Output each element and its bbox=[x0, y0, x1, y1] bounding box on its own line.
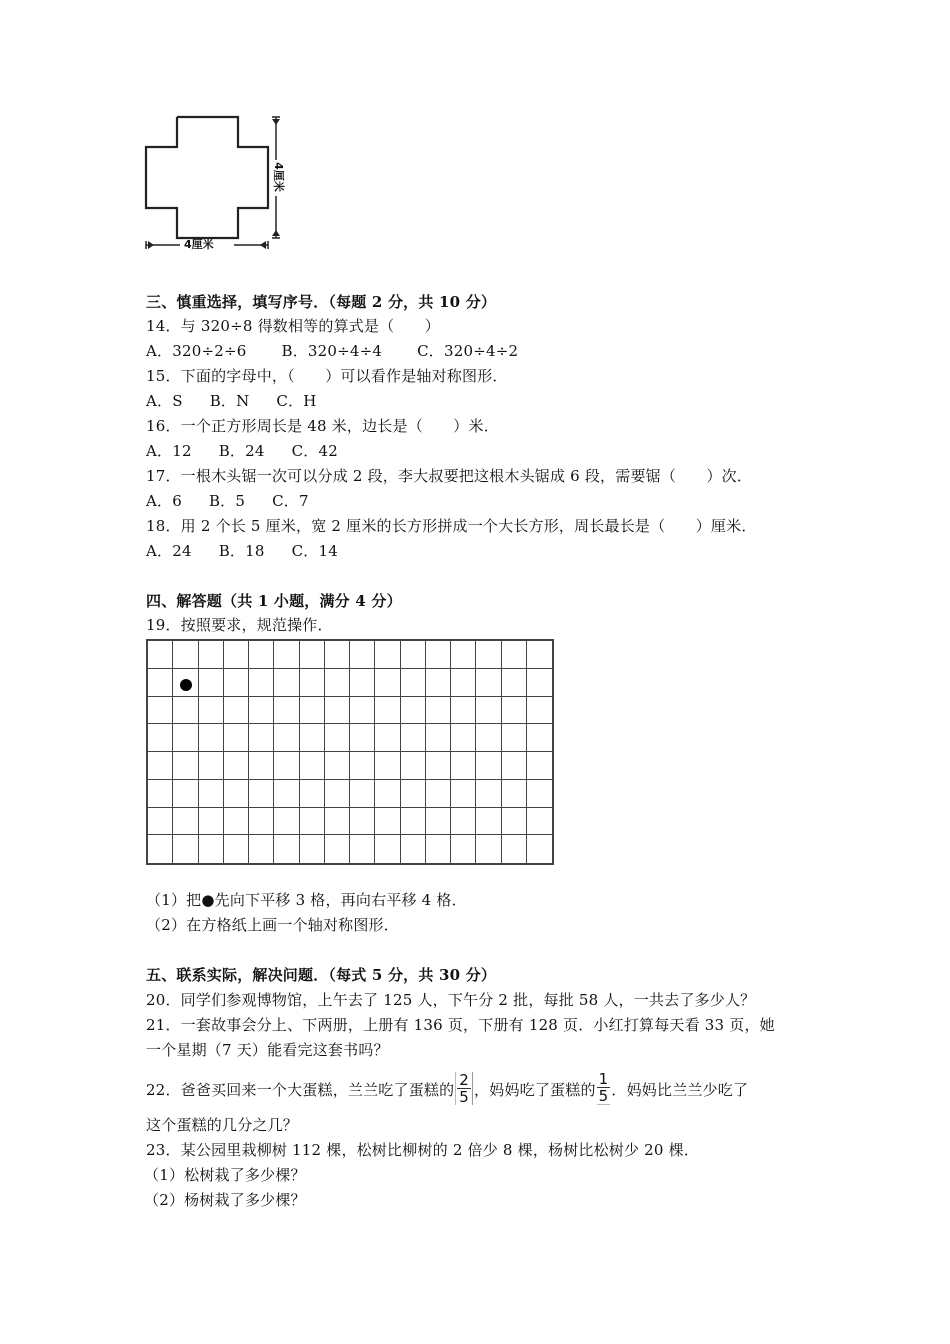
grid-cell[interactable] bbox=[224, 724, 249, 752]
grid-cell[interactable] bbox=[350, 808, 375, 836]
grid-cell[interactable] bbox=[199, 724, 224, 752]
question-22-text-1: 22．爸爸买回来一个大蛋糕，兰兰吃了蛋糕的 bbox=[146, 1081, 455, 1099]
grid-cell[interactable] bbox=[401, 752, 426, 780]
grid-cell[interactable] bbox=[224, 697, 249, 725]
grid-cell[interactable] bbox=[173, 780, 198, 808]
grid-cell[interactable] bbox=[502, 724, 527, 752]
grid-cell[interactable] bbox=[375, 669, 400, 697]
grid-cell[interactable] bbox=[451, 697, 476, 725]
grid-cell[interactable] bbox=[325, 641, 350, 669]
grid-cell[interactable] bbox=[199, 752, 224, 780]
grid-cell[interactable] bbox=[350, 697, 375, 725]
grid-cell[interactable] bbox=[527, 835, 552, 863]
grid-cell[interactable] bbox=[502, 780, 527, 808]
option-a[interactable]: A．S bbox=[146, 392, 183, 410]
grid-cell[interactable] bbox=[502, 835, 527, 863]
grid-cell[interactable] bbox=[199, 808, 224, 836]
grid-cell[interactable] bbox=[249, 835, 274, 863]
grid-cell[interactable] bbox=[375, 835, 400, 863]
grid-cell[interactable] bbox=[426, 780, 451, 808]
grid-cell[interactable] bbox=[426, 835, 451, 863]
grid-cell[interactable] bbox=[148, 752, 173, 780]
grid-cell[interactable] bbox=[502, 752, 527, 780]
grid-cell[interactable] bbox=[274, 724, 299, 752]
question-18-options bbox=[146, 541, 338, 561]
question-20: 20．同学们参观博物馆，上午去了 125 人，下午分 2 批，每批 58 人，一共去了多少人？ bbox=[146, 991, 756, 1009]
grid-cell[interactable] bbox=[173, 752, 198, 780]
grid-cell[interactable] bbox=[527, 780, 552, 808]
grid-cell[interactable] bbox=[476, 697, 501, 725]
grid-cell[interactable] bbox=[401, 780, 426, 808]
option-c[interactable]: C．H bbox=[276, 392, 317, 410]
grid-cell[interactable] bbox=[527, 697, 552, 725]
black-dot-icon bbox=[180, 679, 192, 691]
question-17: 17．一根木头锯一次可以分成 2 段，李大叔要把这根木头锯成 6 段，需要锯（ ）次． bbox=[146, 467, 753, 485]
grid-cell[interactable] bbox=[148, 669, 173, 697]
grid-cell[interactable] bbox=[173, 808, 198, 836]
grid-cell[interactable] bbox=[401, 724, 426, 752]
grid-cell[interactable] bbox=[249, 780, 274, 808]
grid-cell[interactable] bbox=[325, 752, 350, 780]
grid-cell[interactable] bbox=[148, 724, 173, 752]
grid-cell[interactable] bbox=[375, 697, 400, 725]
grid-cell[interactable] bbox=[401, 808, 426, 836]
grid-cell[interactable] bbox=[350, 835, 375, 863]
grid-cell[interactable] bbox=[350, 752, 375, 780]
grid-cell[interactable] bbox=[173, 641, 198, 669]
grid-cell[interactable] bbox=[451, 724, 476, 752]
grid-cell[interactable] bbox=[325, 724, 350, 752]
grid-cell[interactable] bbox=[274, 808, 299, 836]
grid-cell[interactable] bbox=[199, 697, 224, 725]
grid-cell[interactable] bbox=[451, 780, 476, 808]
question-22-text-3: ．妈妈比兰兰少吃了 bbox=[611, 1081, 749, 1099]
option-b[interactable]: B．320÷4÷4 bbox=[281, 342, 383, 360]
grid-cell[interactable] bbox=[350, 724, 375, 752]
question-16-options bbox=[146, 441, 338, 461]
grid-cell[interactable] bbox=[224, 752, 249, 780]
question-15: 15．下面的字母中，（ ）可以看作是轴对称图形． bbox=[146, 367, 508, 385]
denominator: 5 bbox=[459, 1087, 470, 1106]
grid-cell[interactable] bbox=[199, 780, 224, 808]
grid-cell[interactable] bbox=[502, 641, 527, 669]
section4-heading: 四、解答题（共 1 小题，满分 4 分） bbox=[146, 592, 402, 610]
grid-cell[interactable] bbox=[300, 697, 325, 725]
question-17-options bbox=[146, 491, 309, 511]
grid-cell[interactable] bbox=[173, 724, 198, 752]
grid-cell[interactable] bbox=[173, 835, 198, 863]
grid-cell[interactable] bbox=[199, 641, 224, 669]
option-b[interactable]: B．N bbox=[209, 392, 250, 410]
grid-cell[interactable] bbox=[375, 808, 400, 836]
option-c[interactable]: C．14 bbox=[291, 542, 338, 560]
fraction-two-fifths bbox=[455, 1072, 473, 1105]
grid-cell[interactable] bbox=[274, 697, 299, 725]
question-23-part-2: （2）杨树栽了多少棵？ bbox=[144, 1191, 306, 1209]
grid-cell[interactable] bbox=[300, 780, 325, 808]
grid-cell[interactable] bbox=[375, 641, 400, 669]
option-b[interactable]: B．5 bbox=[208, 492, 246, 510]
vertical-dimension-label: 4厘米 bbox=[272, 162, 285, 192]
grid-cell[interactable] bbox=[274, 835, 299, 863]
grid-cell[interactable] bbox=[300, 835, 325, 863]
grid-cell[interactable] bbox=[426, 669, 451, 697]
cross-figure bbox=[140, 110, 300, 260]
question-15-options bbox=[146, 391, 317, 411]
grid-cell[interactable] bbox=[249, 808, 274, 836]
grid-cell[interactable] bbox=[350, 641, 375, 669]
grid-cell[interactable] bbox=[502, 697, 527, 725]
grid-cell[interactable] bbox=[173, 669, 198, 697]
grid-cell[interactable] bbox=[300, 752, 325, 780]
grid-cell[interactable] bbox=[148, 780, 173, 808]
question-19-part-2: （2）在方格纸上画一个轴对称图形． bbox=[146, 916, 399, 934]
grid-cell[interactable] bbox=[249, 641, 274, 669]
question-23: 23．某公园里栽柳树 112 棵，松树比柳树的 2 倍少 8 棵，杨树比松树少 20 棵． bbox=[146, 1141, 700, 1159]
grid-cell[interactable] bbox=[224, 780, 249, 808]
grid-cell[interactable] bbox=[527, 669, 552, 697]
grid-cell[interactable] bbox=[451, 835, 476, 863]
option-a[interactable]: A．320÷2÷6 bbox=[146, 342, 247, 360]
grid-cell[interactable] bbox=[148, 808, 173, 836]
grid-cell[interactable] bbox=[476, 808, 501, 836]
grid-cell[interactable] bbox=[148, 697, 173, 725]
question-22-text-2: ，妈妈吃了蛋糕的 bbox=[474, 1081, 596, 1099]
grid-cell[interactable] bbox=[325, 669, 350, 697]
grid-cell[interactable] bbox=[527, 808, 552, 836]
grid-cell[interactable] bbox=[148, 835, 173, 863]
option-c[interactable]: C．42 bbox=[291, 442, 338, 460]
denominator: 5 bbox=[598, 1087, 609, 1105]
grid-cell[interactable] bbox=[476, 835, 501, 863]
grid-cell[interactable] bbox=[426, 752, 451, 780]
grid-cell[interactable] bbox=[300, 724, 325, 752]
grid-cell[interactable] bbox=[451, 669, 476, 697]
grid-cell[interactable] bbox=[148, 641, 173, 669]
grid-cell[interactable] bbox=[401, 641, 426, 669]
fraction-one-fifth bbox=[597, 1071, 611, 1105]
grid-cell[interactable] bbox=[224, 669, 249, 697]
grid-cell[interactable] bbox=[476, 752, 501, 780]
grid-cell[interactable] bbox=[274, 752, 299, 780]
grid-cell[interactable] bbox=[375, 752, 400, 780]
question-23-part-1: （1）松树栽了多少棵？ bbox=[144, 1166, 306, 1184]
question-19-part-1: （1）把●先向下平移 3 格，再向右平移 4 格． bbox=[146, 891, 467, 909]
option-c[interactable]: C．320÷4÷2 bbox=[417, 342, 519, 360]
option-a[interactable]: A．6 bbox=[146, 492, 182, 510]
grid-cell[interactable] bbox=[451, 752, 476, 780]
question-22-line-1 bbox=[146, 1070, 749, 1108]
section5-heading: 五、联系实际，解决问题．（每式 5 分，共 30 分） bbox=[146, 966, 497, 984]
horizontal-dimension-label: 4厘米 bbox=[184, 238, 214, 251]
grid-cell[interactable] bbox=[224, 641, 249, 669]
grid-cell[interactable] bbox=[224, 835, 249, 863]
grid-cell[interactable] bbox=[527, 752, 552, 780]
question-16: 16．一个正方形周长是 48 米，边长是（ ）米． bbox=[146, 417, 499, 435]
grid-cell[interactable] bbox=[325, 835, 350, 863]
grid-cell[interactable] bbox=[401, 697, 426, 725]
grid-cell[interactable] bbox=[249, 752, 274, 780]
option-a[interactable]: A．12 bbox=[146, 442, 192, 460]
square-grid-paper[interactable] bbox=[146, 639, 554, 865]
option-b[interactable]: B．24 bbox=[218, 442, 265, 460]
grid-cell[interactable] bbox=[426, 808, 451, 836]
grid-cell[interactable] bbox=[224, 808, 249, 836]
question-21-line-1: 21．一套故事会分上、下两册，上册有 136 页，下册有 128 页．小红打算每天看 33 页，她 bbox=[146, 1016, 775, 1034]
grid-cell[interactable] bbox=[426, 724, 451, 752]
grid-cell[interactable] bbox=[426, 641, 451, 669]
grid-cell[interactable] bbox=[401, 669, 426, 697]
grid-cell[interactable] bbox=[350, 669, 375, 697]
grid-cell[interactable] bbox=[173, 697, 198, 725]
grid-cell[interactable] bbox=[274, 669, 299, 697]
grid-cell[interactable] bbox=[375, 724, 400, 752]
grid-cell[interactable] bbox=[325, 697, 350, 725]
question-21-line-2: 一个星期（7 天）能看完这套书吗？ bbox=[146, 1041, 389, 1059]
question-19: 19．按照要求，规范操作． bbox=[146, 616, 333, 634]
grid-cell[interactable] bbox=[502, 669, 527, 697]
grid-cell[interactable] bbox=[476, 669, 501, 697]
option-a[interactable]: A．24 bbox=[146, 542, 192, 560]
question-14-options bbox=[146, 341, 518, 361]
grid-cell[interactable] bbox=[527, 641, 552, 669]
grid-cell[interactable] bbox=[199, 669, 224, 697]
option-c[interactable]: C．7 bbox=[272, 492, 309, 510]
grid-cell[interactable] bbox=[249, 669, 274, 697]
grid-cell[interactable] bbox=[451, 641, 476, 669]
grid-cell[interactable] bbox=[476, 724, 501, 752]
grid-cell[interactable] bbox=[350, 780, 375, 808]
question-18: 18．用 2 个长 5 厘米，宽 2 厘米的长方形拼成一个大长方形，周长最长是（ ）厘米． bbox=[146, 517, 757, 535]
grid-cell[interactable] bbox=[300, 641, 325, 669]
grid-cell[interactable] bbox=[300, 808, 325, 836]
grid-cell[interactable] bbox=[249, 697, 274, 725]
section3-heading: 三、慎重选择，填写序号．（每题 2 分，共 10 分） bbox=[146, 293, 497, 311]
grid-cell[interactable] bbox=[325, 780, 350, 808]
question-14: 14．与 320÷8 得数相等的算式是（ ） bbox=[146, 317, 440, 335]
grid-cell[interactable] bbox=[274, 641, 299, 669]
grid-cell[interactable] bbox=[249, 724, 274, 752]
grid-cell[interactable] bbox=[300, 669, 325, 697]
grid-cell[interactable] bbox=[375, 780, 400, 808]
grid-cell[interactable] bbox=[476, 780, 501, 808]
grid-cell[interactable] bbox=[274, 780, 299, 808]
grid-cell[interactable] bbox=[401, 835, 426, 863]
grid-cell[interactable] bbox=[476, 641, 501, 669]
grid-cell[interactable] bbox=[199, 835, 224, 863]
grid-cell[interactable] bbox=[426, 697, 451, 725]
grid-cell[interactable] bbox=[325, 808, 350, 836]
option-b[interactable]: B．18 bbox=[218, 542, 265, 560]
grid-cell[interactable] bbox=[527, 724, 552, 752]
numerator: 1 bbox=[598, 1070, 609, 1088]
question-22-line-2: 这个蛋糕的几分之几？ bbox=[146, 1116, 299, 1134]
grid-cell[interactable] bbox=[451, 808, 476, 836]
grid-cell[interactable] bbox=[502, 808, 527, 836]
numerator: 2 bbox=[459, 1070, 470, 1089]
